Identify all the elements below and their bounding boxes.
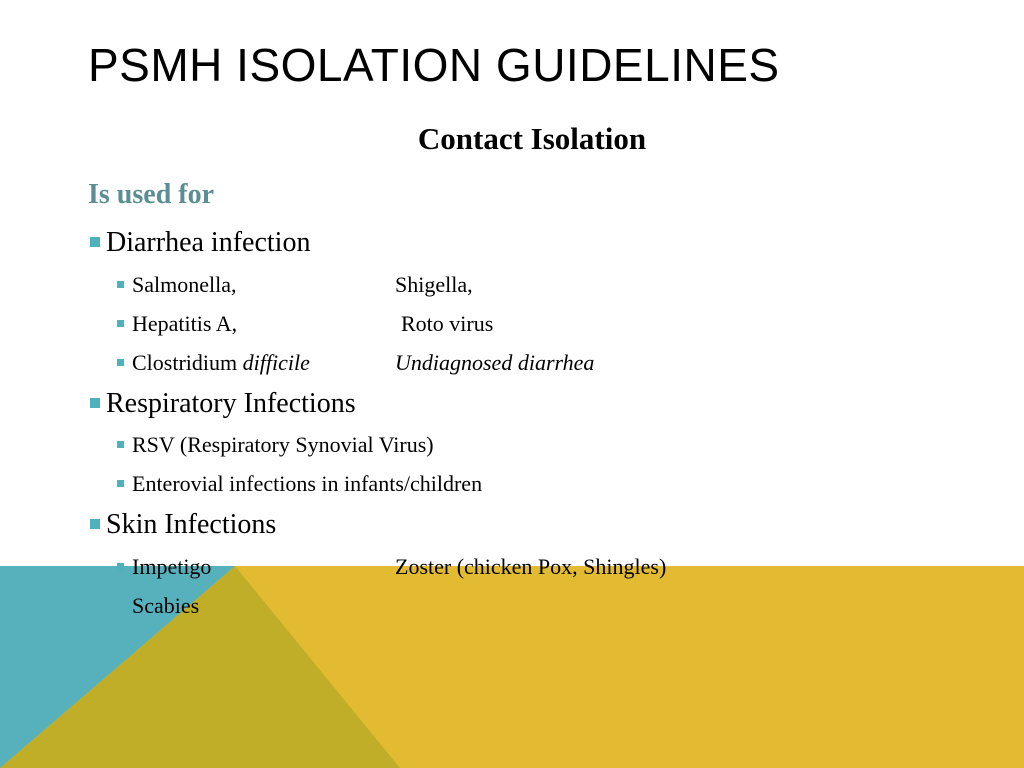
bullet-clostridium xyxy=(117,359,124,366)
item-hepatitis: Hepatitis A, xyxy=(132,311,238,336)
bullet-rsv xyxy=(117,441,124,448)
item-shigella: Shigella, xyxy=(395,272,473,297)
section-diarrhea: Diarrhea infection xyxy=(106,227,311,258)
bullet-salmonella xyxy=(117,281,124,288)
item-roto-virus: Roto virus xyxy=(401,311,494,336)
bullet-skin xyxy=(90,519,100,529)
bullet-diarrhea xyxy=(90,237,100,247)
item-salmonella: Salmonella, xyxy=(132,272,237,297)
item-undiagnosed xyxy=(395,352,594,374)
item-enterovial: Enterovial infections in infants/children xyxy=(132,471,483,496)
slide-title: PSMH ISOLATION GUIDELINES xyxy=(88,39,780,91)
bullet-enterovial xyxy=(117,480,124,487)
bullet-impetigo xyxy=(117,563,124,570)
bullet-hepatitis xyxy=(117,320,124,327)
section-skin: Skin Infections xyxy=(106,509,277,540)
bullet-respiratory xyxy=(90,398,100,408)
lead-text: Is used for xyxy=(88,179,215,210)
undiagnosed-text: Undiagnosed diarrhea xyxy=(395,350,595,375)
clostridium-text: Clostridium xyxy=(132,350,243,375)
section-respiratory: Respiratory Infections xyxy=(106,388,356,419)
item-zoster: Zoster (chicken Pox, Shingles) xyxy=(395,554,667,579)
slide-subtitle: Contact Isolation xyxy=(417,121,647,156)
item-rsv: RSV (Respiratory Synovial Virus) xyxy=(132,432,434,457)
difficile-text: difficile xyxy=(242,350,310,375)
item-clostridium xyxy=(132,352,310,374)
item-impetigo: Impetigo xyxy=(132,554,212,579)
item-scabies: Scabies xyxy=(132,593,200,618)
